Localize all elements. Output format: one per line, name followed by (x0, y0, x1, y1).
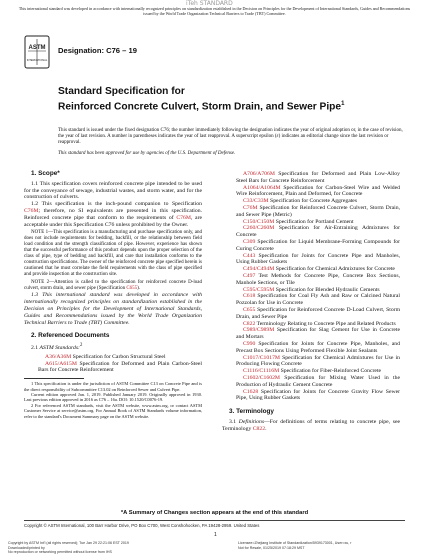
ref-link-c76m-2[interactable]: C76M (176, 214, 191, 221)
top-standard-notice: This international standard was developed in accordance with internationally recognized principles on standardization established in the Decision on Principles for the Development of International Standards, Guides and Recommendations issued by the World Trade Organization Technical Barriers to Trade (TBT) Committee. (18, 6, 411, 16)
s21-title: ASTM Standards: (39, 345, 80, 352)
section-3-heading: 3. Terminology (229, 408, 274, 416)
section-2-heading: 2. Referenced Documents (31, 332, 110, 340)
s31-end: . (265, 425, 267, 432)
reference-title: Terminology Relating to Concrete Pipe and Related Products (255, 320, 396, 327)
reference-title: Specification for Reinforced Concrete Culvert, Storm Drain, and Sewer Pipe (Metric) (236, 204, 400, 218)
reference-title: Specification for Fiber-Reinforced Concrete (279, 368, 382, 375)
s31-title: Definitions (238, 418, 265, 425)
designation: Designation: C76 – 19 (58, 46, 137, 55)
note-2 (24, 280, 202, 292)
reference-item (222, 171, 400, 185)
reference-code-link[interactable]: C990 (243, 340, 256, 347)
reference-code-link[interactable]: C1628 (243, 388, 259, 395)
reference-code-link[interactable]: C595/C595M (243, 286, 275, 293)
s31-num: 3.1 (229, 418, 239, 425)
reference-item (222, 198, 400, 205)
page-number: 1 (214, 532, 217, 538)
reference-list (222, 171, 400, 402)
reference-title: Specification for Coal Fly Ash and Raw or Calcined Natural Pozzolan for Use in Concrete (236, 293, 400, 307)
reference-item (222, 293, 400, 307)
p12-text-c: , are acceptable under this Specification C76 unless prohibited by the Owner. (24, 214, 202, 228)
reference-item (24, 361, 202, 375)
reference-title: Specification for Liquid Membrane-Forming Compounds for Curing Concrete (236, 238, 400, 252)
reference-item (222, 253, 400, 267)
reference-title: Specification for Chemical Admixtures for Concrete (274, 266, 395, 273)
reference-title: Specification for Portland Cement (274, 218, 354, 225)
document-title (58, 86, 388, 113)
reference-title: Specification for Joints for Concrete Gravity Flow Sewer Pipe, Using Rubber Gaskets (236, 388, 400, 402)
svg-text:ASTM: ASTM (28, 45, 46, 51)
reference-item (222, 355, 400, 369)
reference-title: Specification for Joints for Concrete Pipe, Manholes, and Precast Box Sections Using Preformed Flexible Joint Sealants (236, 340, 400, 354)
s31-text: —For definitions of terms relating to concrete pipe, see Terminology (222, 418, 401, 432)
reference-item (222, 327, 400, 341)
reference-item (222, 273, 400, 287)
reference-code-link[interactable]: C497 (243, 272, 256, 279)
watermark-text: iTeh STANDARD (186, 0, 233, 7)
reference-title: Specification for Carbon Structural Steel (71, 353, 166, 360)
reference-title: Specification for Mixing Water Used in the Production of Hydraulic Cement Concrete (236, 374, 400, 388)
ref-link-c655[interactable]: C655 (126, 286, 138, 292)
reference-title: Specification for Deformed and Plain Carbon-Steel Bars for Concrete Reinforcement (38, 360, 202, 374)
summary-of-changes-note: *A Summary of Changes section appears at the end of this standard (120, 510, 309, 516)
approved-notice: This standard has been approved for use by agencies of the U.S. Department of Defense. (58, 151, 236, 156)
reference-code-link[interactable]: A36/A36M (45, 353, 72, 360)
title-line-2 (58, 98, 388, 113)
reference-code-link[interactable]: C309 (243, 238, 256, 245)
title-line-1: Standard Specification for (58, 86, 185, 97)
paragraph-1-1: 1.1 This specification covers reinforced concrete pipe intended to be used for the conveyance of sewage, industrial wastes, and storm water, and for the construction of culverts. (24, 180, 202, 201)
license-stamp-left: Copyright by ASTM Int'l (all rights reserved); Tue Jan 29 22:21:06 EST 2019 Downloaded/printed by No reproduction or networking permitted without license from IHS (8, 541, 129, 554)
subsection-2-1 (24, 343, 202, 352)
section-1-heading: 1. Scope* (31, 170, 60, 177)
title-footnote-mark: 1 (341, 101, 345, 107)
reference-title: Specification for Slag Cement for Use in Concrete and Mortars (236, 327, 400, 341)
reference-item (222, 185, 400, 199)
paragraph-1-3: 1.3 This international standard was developed in accordance with internationally recognized principles on standardization established in the Decision on Principles for the Development of International Standards, Guides and Recommendations issued by the World Trade Organization Technical Barriers to Trade (TBT) Committee. (24, 292, 202, 326)
reference-code-link[interactable]: C1116/C1116M (243, 368, 280, 375)
reference-item (222, 389, 400, 403)
reference-title: Specification for Carbon-Steel Wire and Welded Wire Reinforcement, Plain and Deformed, for Concrete (236, 184, 400, 198)
footnote-1b: Current edition approved Jan. 1, 2019. Published January 2019. Originally approved in 1930. Last previous edition approved in 2016 as C76 – 16a. DOI: 10.1520/C0076-19. (24, 392, 202, 403)
reference-title: Specification for Air-Entraining Admixtures for Concrete (236, 225, 400, 239)
reference-code-link[interactable]: C494/C494M (243, 266, 275, 273)
paragraph-3-1 (222, 419, 400, 433)
reference-code-link[interactable]: C150/C150M (243, 218, 275, 225)
ref-link-c822[interactable]: C822 (252, 425, 266, 432)
reference-code-link[interactable]: C989/C989M (243, 327, 275, 334)
reference-code-link[interactable]: C260/C260M (243, 225, 275, 232)
reference-code-link[interactable]: C618 (243, 293, 256, 300)
copyright-line: Copyright © ASTM International, 100 Barr Harbor Drive, PO Box C700, West Conshohocken, PA 19428-2959. United States (24, 523, 260, 528)
p12-text-b: ; therefore, no SI equivalents are presented in this specification. Reinforced concrete pipe that conform to the requirements of (24, 207, 202, 221)
reference-code-link[interactable]: A1064/A1064M (243, 184, 281, 191)
reference-code-link[interactable]: C76M (243, 204, 258, 211)
reference-code-link[interactable]: A615/A615M (45, 360, 77, 367)
footer-divider (24, 520, 405, 521)
reference-item (222, 225, 400, 239)
footnote-divider (24, 378, 84, 379)
title-main: Reinforced Concrete Culvert, Storm Drain, and Sewer Pipe (58, 101, 342, 113)
svg-text:INTERNATIONAL: INTERNATIONAL (26, 59, 48, 62)
reference-item (24, 354, 202, 361)
p12-text-a: 1.2 This specification is the inch-pound companion to Specification (31, 201, 202, 208)
issued-notice: This standard is issued under the fixed designation C76; the number immediately following the designation indicates the year of original adoption or, in the case of revision, the year of last revision. A number in parentheses indicates the year of last reapproval. A superscript epsilon (ε) indicates an editorial change since the last revision or reapproval. (58, 128, 403, 145)
reference-title: Specification for Deformed and Plain Low-Alloy Steel Bars for Concrete Reinforcement (236, 171, 400, 184)
reference-title: Specification for Concrete Aggregates (268, 198, 358, 205)
footnote-1: 1 This specification is under the jurisdiction of ASTM Committee C13 on Concrete Pipe and is the direct responsibility of Subcommittee C13.02 on Reinforced Sewer and Culvert Pipe. (24, 381, 202, 392)
reference-item (222, 239, 400, 253)
reference-code-link[interactable]: C33/C33M (243, 198, 269, 205)
reference-item (222, 266, 400, 273)
reference-item (222, 368, 400, 375)
reference-code-link[interactable]: C443 (243, 252, 256, 259)
reference-item (222, 307, 400, 321)
note2-text-b: ). (137, 286, 141, 292)
reference-item (222, 341, 400, 355)
reference-title: Specification for Blended Hydraulic Cements (274, 286, 380, 293)
note2-text-a: NOTE 2—Attention is called to the specification for reinforced concrete D-load culvert, storm drain, and sewer pipe (Specification (24, 280, 202, 292)
license-stamp-right: Licensee=Zhejiang Institute of Standardization/5939173001, User=xu, r Not for Resale, 01/25/2019 07:18:29 MST (238, 541, 352, 550)
left-column (24, 171, 202, 419)
note-1: NOTE 1—This specification is a manufacturing and purchase specification only, and does not include requirements for bedding, backfill, or the relationship between field load condition and the strength classification of pipe. However, experience has shown that the successful performance of this product depends upon the proper selection of the class of pipe, type of bedding and backfill, and care that installation conforms to the construction specifications. The owner of the reinforced concrete pipe specified herein is cautioned that he must correlate the field requirements with the class of pipe specified and provide inspection at the construction site. (24, 230, 202, 278)
right-column (222, 171, 400, 432)
reference-item (222, 375, 400, 389)
reference-item (222, 205, 400, 219)
reference-title: Test Methods for Concrete Pipe, Concrete Box Sections, Manhole Sections, or Tile (236, 272, 400, 286)
reference-code-link[interactable]: C1602/C1602M (243, 374, 280, 381)
s21-footnote-mark: 2 (79, 343, 83, 349)
astm-logo-icon (24, 35, 50, 69)
paragraph-1-2 (24, 201, 202, 228)
s21-num: 2.1 (31, 345, 40, 352)
reference-title: Specification for Chemical Admixtures for Use in Producing Flowing Concrete (236, 354, 400, 368)
reference-title: Specification for Reinforced Concrete D-Load Culvert, Storm Drain, and Sewer Pipe (236, 306, 400, 320)
reference-code-link[interactable]: C1017/C1017M (243, 354, 280, 361)
reference-title: Specification for Joints for Concrete Pipe and Manholes, Using Rubber Gaskets (236, 252, 400, 266)
ref-link-c76m[interactable]: C76M (24, 207, 39, 214)
reference-code-link[interactable]: A706/A706M (243, 171, 275, 177)
reference-code-link[interactable]: C822 (243, 320, 256, 327)
footnote-2: 2 For referenced ASTM standards, visit the ASTM website, www.astm.org, or contact ASTM Customer Service at service@astm.org. For Annual Book of ASTM Standards volume information, refer to the standard's Document Summary page on the ASTM website. (24, 402, 202, 419)
reference-code-link[interactable]: C655 (243, 306, 256, 313)
